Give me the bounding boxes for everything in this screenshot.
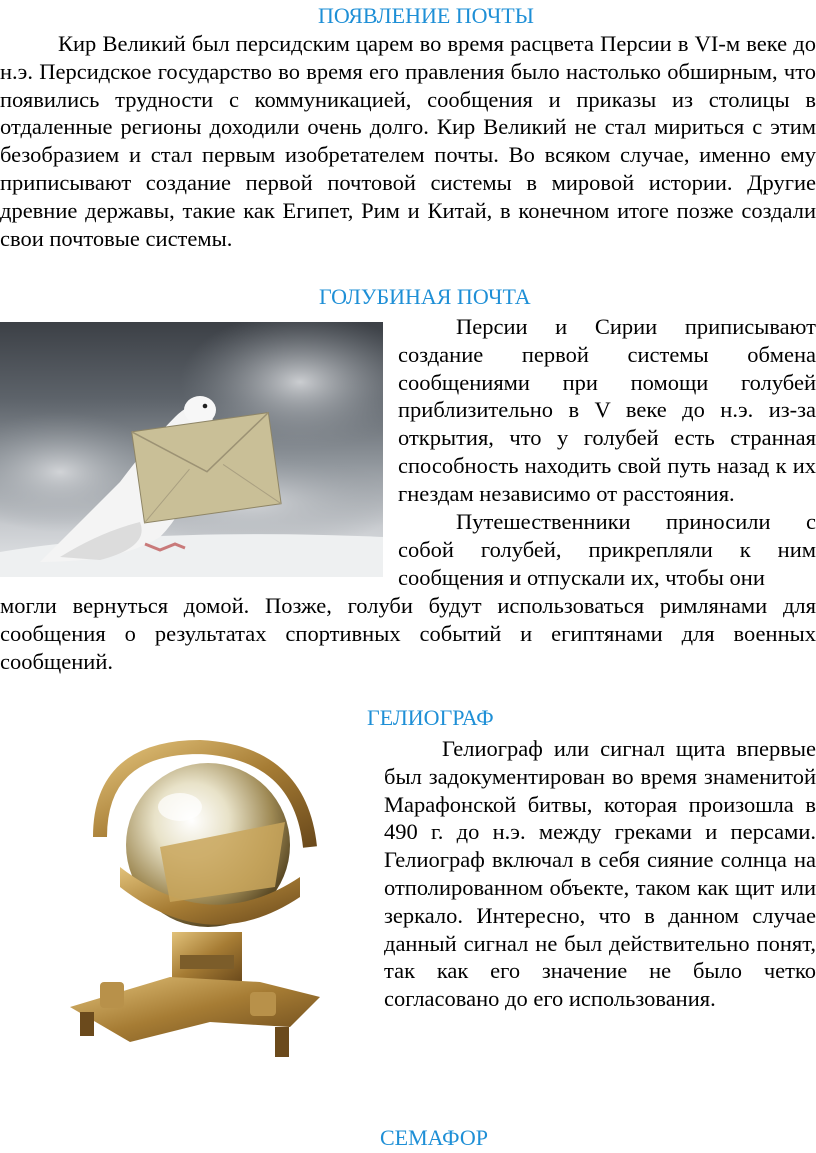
heading-post-origin: ПОЯВЛЕНИЕ ПОЧТЫ <box>318 3 534 28</box>
paragraph-pigeon-2: Путешественники приносили с собой голубей, прикрепляли к ним сообщения и отпускали их, чтобы они <box>398 509 816 590</box>
paragraph-pigeon-3: могли вернуться домой. Позже, голуби будут использоваться римлянами для сообщения о результатах спортивных событий и египтянами для военных сообщений. <box>0 593 816 674</box>
paragraph-pigeon-1: Персии и Сирии приписывают создание первой системы обмена сообщениями при помощи голубей приблизительно в V веке до н.э. из-за открытия, что у голубей есть странная способность находить свой путь назад к их гнездам независимо от расстояния. <box>398 314 816 506</box>
heading-pigeon-post: ГОЛУБИНАЯ ПОЧТА <box>319 284 531 309</box>
paragraph-heliograph: Гелиограф или сигнал щита впервые был задокументирован во время знаменитой Марафонской битвы, которая произошла в 490 г. до н.э. между греками и персами. Гелиограф включал в себя сияние солнца на отполированном объекте, таком как щит или зеркало. Интересно, что в данном случае данный сигнал не был действительно понят, так как его значение не было четко согласовано до его использования. <box>384 736 816 1012</box>
heliograph-image <box>60 727 350 1062</box>
heading-heliograph: ГЕЛИОГРАФ <box>367 705 494 730</box>
heading-semaphore: СЕМАФОР <box>380 1125 488 1150</box>
pigeon-with-envelope-image <box>0 322 383 577</box>
paragraph-post-origin: Кир Великий был персидским царем во время расцвета Персии в VI-м веке до н.э. Персидское государство во время его правления было настолько обширным, что появились трудности с коммуникацией, сообщения и приказы из столицы в отдаленные регионы доходили очень долго. Кир Великий не стал мириться с этим безобразием и стал первым изобретателем почты. Во всяком случае, именно ему приписывают создание первой почтовой системы в мировой истории. Другие древние державы, такие как Египет, Рим и Китай, в конечном итоге позже создали свои почтовые системы. <box>0 31 816 251</box>
